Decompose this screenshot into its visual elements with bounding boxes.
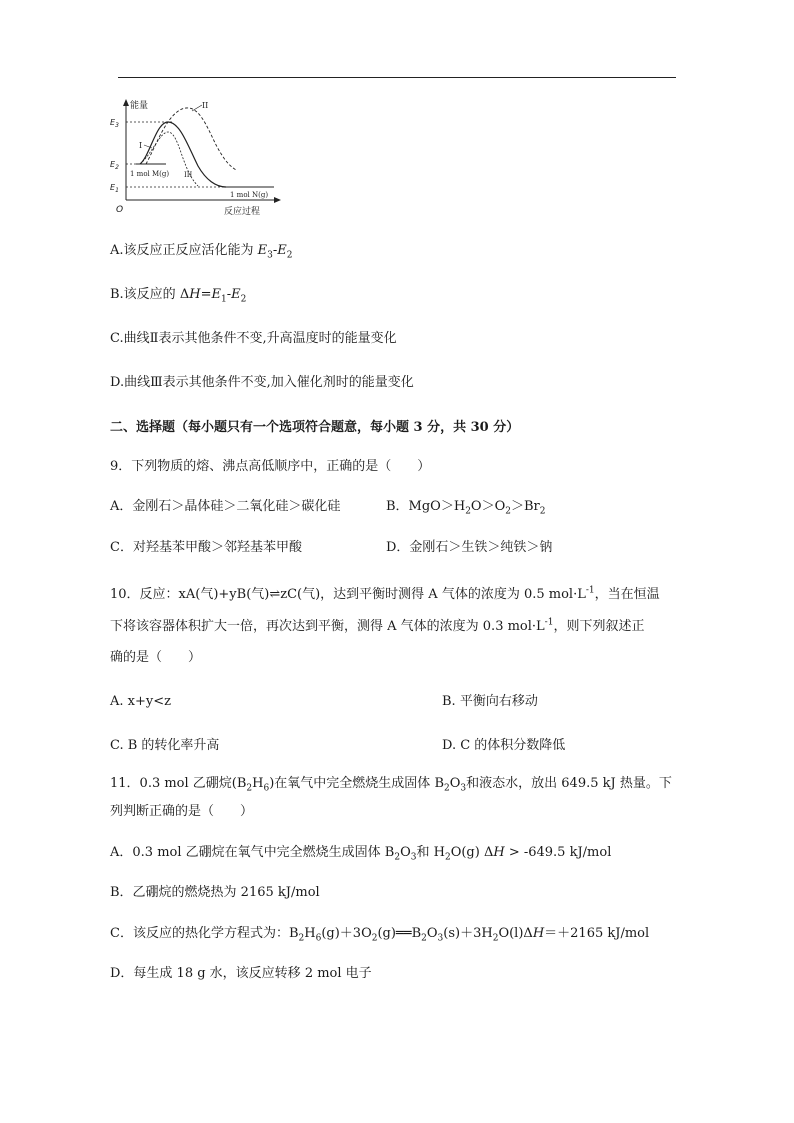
q9-option-c: C．对羟基苯甲酸＞邻羟基苯甲酸 xyxy=(110,540,302,555)
header-rule xyxy=(118,77,676,78)
q9-option-b: B．$MgO>H_2O>O_2>Br_2$ xyxy=(386,499,546,517)
origin-label: O xyxy=(116,205,124,215)
q11-stem-line-2: 列判断正确的是（ ） xyxy=(110,804,254,819)
y-axis-label: 能量 xyxy=(130,101,149,111)
q11-option-d: D．每生成 18 g 水，该反应转移 2 mol 电子 xyxy=(110,966,372,981)
q10-stem-line-1: 10．反应：xA(气)+yB(气)⇌zC(气)，达到平衡时测得 A 气体的浓度为 0.5 $mol\cdot L^{-1}$，当在恒温 xyxy=(110,585,660,602)
e1-label: $E_1$ xyxy=(110,183,119,194)
section-2-heading: 二、选择题（每小题只有一个选项符合题意，每小题 3 分，共 30 分） xyxy=(110,420,520,435)
product-label: 1 mol N(g) xyxy=(230,191,269,199)
x-axis-arrow xyxy=(274,197,281,203)
q10-option-d: D. C 的体积分数降低 xyxy=(442,738,566,753)
q10-option-c: C. B 的转化率升高 xyxy=(110,738,220,753)
curve-2-pointer xyxy=(192,105,202,111)
curve-3-label: III xyxy=(184,171,193,179)
energy-diagram xyxy=(106,96,286,220)
reactant-label: 1 mol M(g) xyxy=(130,170,170,178)
q10-option-a: A. x+y<z xyxy=(110,694,171,709)
q8-option-b: B.该反应的 $\Delta H=E_1-E_2$ xyxy=(110,287,247,305)
e2-label: $E_2$ xyxy=(110,160,119,171)
q8-option-d: D.曲线Ⅲ表示其他条件不变,加入催化剂时的能量变化 xyxy=(110,375,414,390)
q9-stem: 9．下列物质的熔、沸点高低顺序中，正确的是（ ） xyxy=(110,459,431,474)
q8-option-c: C.曲线Ⅱ表示其他条件不变,升高温度时的能量变化 xyxy=(110,331,397,346)
q10-stem-line-3: 确的是（ ） xyxy=(110,650,202,665)
curve-1-label: I xyxy=(139,141,143,150)
x-axis-label: 反应过程 xyxy=(224,207,261,217)
q11-option-b: B．乙硼烷的燃烧热为 2165 kJ/mol xyxy=(110,885,320,900)
q9-option-d: D．金刚石＞生铁＞纯铁＞钠 xyxy=(386,540,553,555)
curve-2-label: II xyxy=(202,101,209,110)
q11-option-c: C．该反应的热化学方程式为：$B_2H_6(g)+3O_2(g)══B_2O_3(s)+3H_2O(l)\Delta H=+2165$ kJ/mol xyxy=(110,926,650,944)
q10-option-b: B. 平衡向右移动 xyxy=(442,694,538,709)
q10-stem-line-2: 下将该容器体积扩大一倍，再次达到平衡，测得 A 气体的浓度为 0.3 $mol\cdot L^{-1}$，则下列叙述正 xyxy=(110,617,645,634)
q8-option-a: A.该反应正反应活化能为 $E_3-E_2$ xyxy=(110,243,293,261)
e3-label: $E_3$ xyxy=(110,118,119,129)
q9-option-a: A．金刚石＞晶体硅＞二氧化硅＞碳化硅 xyxy=(110,499,341,514)
q11-stem-line-1: 11．0.3 mol 乙硼烷$(B_2H_6)$在氧气中完全燃烧生成固体 $B_2O_3$和液态水，放出 649.5 kJ 热量。下 xyxy=(110,776,672,794)
y-axis-arrow xyxy=(123,99,129,106)
q11-option-a: A．0.3 mol 乙硼烷在氧气中完全燃烧生成固体 $B_2O_3$和 $H_2O(g) \Delta H > -649.5$ kJ/mol xyxy=(110,845,612,863)
